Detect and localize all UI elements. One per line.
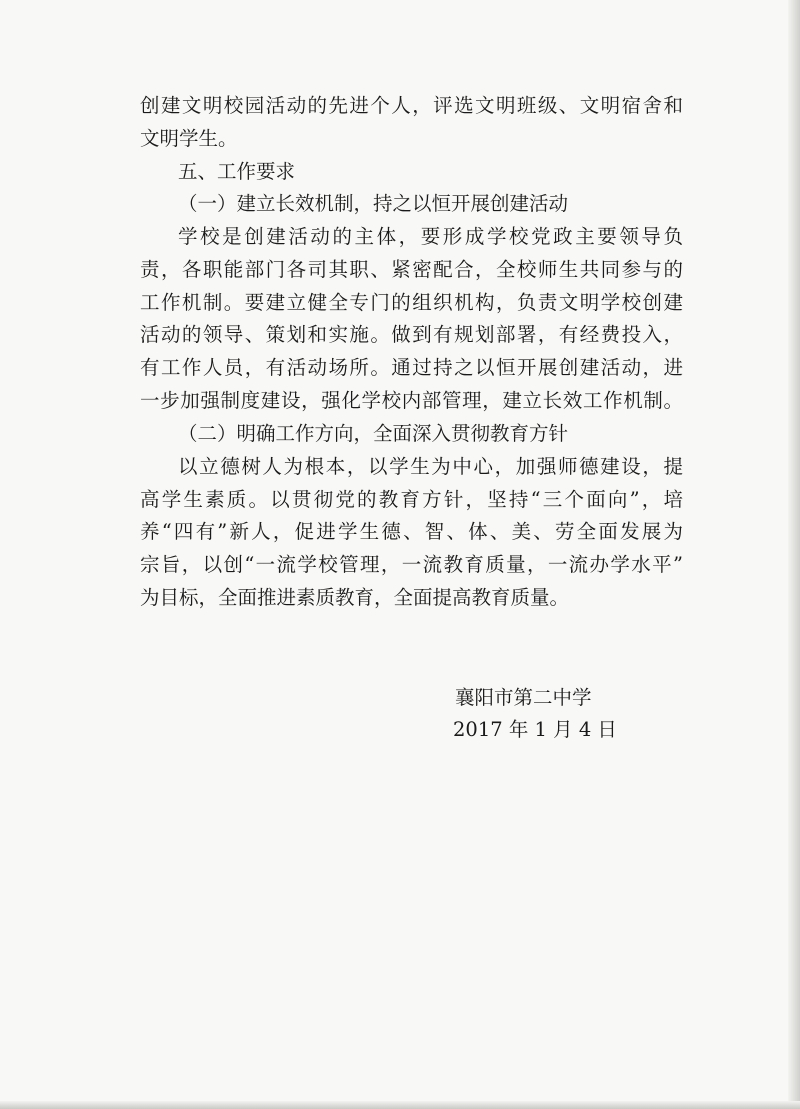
paragraph-line: 高学生素质。以贯彻党的教育方针，坚持“三个面向”，培	[140, 488, 683, 511]
signature-date: 2017 年 1 月 4 日	[453, 718, 617, 741]
paragraph-line: 学校是创建活动的主体，要形成学校党政主要领导负	[178, 225, 683, 248]
paragraph-line: 宗旨，以创“一流学校管理，一流教育质量，一流办学水平”	[140, 553, 683, 576]
page-edge-shadow	[0, 1101, 800, 1109]
subsection-heading: （一）建立长效机制，持之以恒开展创建活动	[178, 192, 569, 215]
paragraph-line: 活动的领导、策划和实施。做到有规划部署，有经费投入，	[140, 323, 683, 346]
paragraph-line: 一步加强制度建设，强化学校内部管理，建立长效工作机制。	[140, 389, 683, 412]
page-edge-shadow	[788, 0, 800, 1109]
paragraph-line: 养“四有”新人，促进学生德、智、体、美、劳全面发展为	[140, 520, 683, 543]
signature-organization: 襄阳市第二中学	[455, 686, 592, 709]
subsection-heading: （二）明确工作方向，全面深入贯彻教育方针	[178, 422, 569, 445]
paragraph-line: 文明学生。	[140, 127, 238, 150]
paragraph-line: 工作机制。要建立健全专门的组织机构，负责文明学校创建	[140, 291, 683, 314]
paragraph-line: 责，各职能部门各司其职、紧密配合，全校师生共同参与的	[140, 258, 683, 281]
paragraph-line: 为目标，全面推进素质教育，全面提高教育质量。	[140, 586, 570, 609]
section-heading: 五、工作要求	[178, 160, 296, 183]
paragraph-line: 以立德树人为根本，以学生为中心，加强师德建设，提	[178, 455, 683, 478]
paragraph-line: 有工作人员，有活动场所。通过持之以恒开展创建活动，进	[140, 356, 683, 379]
paragraph-line: 创建文明校园活动的先进个人，评选文明班级、文明宿舍和	[140, 94, 683, 117]
